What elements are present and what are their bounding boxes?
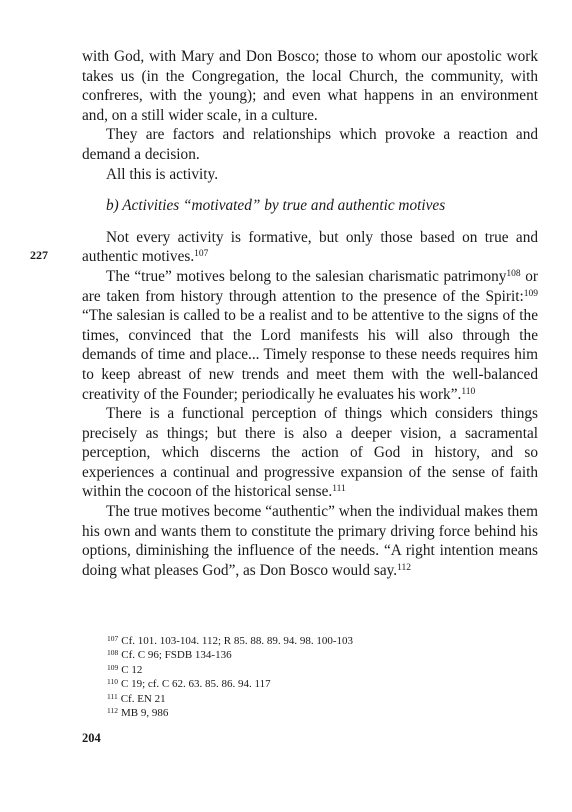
paragraph-continuation: with God, with Mary and Don Bosco; those to whom our apostolic work takes us (in the Congregation, the local Church, the community, with confreres, with the young); and even what happens in an environment and, on a still wider scale, in a culture. xyxy=(82,48,538,124)
footnote-ref: 111 xyxy=(332,484,346,495)
paragraph: They are factors and relationships which provoke a reaction and demand a decision. xyxy=(82,126,538,163)
paragraph: Not every activity is formative, but only those based on true and authentic motives.$^{107}$ xyxy=(82,228,538,266)
footnote: $^{112}$ MB 9, 986 xyxy=(107,706,169,720)
margin-paragraph-number: 227 xyxy=(30,248,48,262)
footnote-ref: 112 xyxy=(397,562,412,573)
main-text xyxy=(82,47,538,580)
footnote: $^{109}$ C 12 xyxy=(107,662,143,676)
page-number: 204 xyxy=(82,731,101,745)
footnote: $^{111}$ Cf. EN 21 xyxy=(107,691,166,705)
footnote: $^{110}$ C 19; cf. C 62. 63. 85. 86. 94. 117 xyxy=(107,677,271,691)
footnotes xyxy=(107,634,527,720)
paragraph: There is a functional perception of things which considers things precisely as things; but there is also a deeper vision, a sacramental perception, which discerns the action of God in history, and so experiences a continual and progressive expansion of the sense of faith within the cocoon of the historical sense.$^{111}$ xyxy=(82,405,538,501)
paragraph: The “true” motives belong to the salesian charismatic patrimony$^{108}$ or are taken from history through attention to the presence of the Spirit:$^{109}$ “The salesian is called to be a realist and to be attentive to the signs of the times, convinced that the Lord manifests his will also through the demands of time and place... Timely response to these needs requires him to keep abreast of new trends and meet them with the well-balanced creativity of the Founder; periodically he evaluates his work”.$^{110}$ xyxy=(82,267,538,403)
footnote-ref: 107 xyxy=(194,249,209,260)
section-heading: b) Activities “motivated” by true and authentic motives xyxy=(106,197,446,215)
footnote: $^{107}$ Cf. 101. 103-104. 112; R 85. 88. 89. 94. 98. 100-103 xyxy=(107,634,354,647)
footnote: $^{108}$ Cf. C 96; FSDB 134-136 xyxy=(107,648,232,662)
paragraph: The true motives become “authentic” when the individual makes them his own and wants them to constitute the primary driving force behind his options, diminishing the influence of the needs. “A right intention means doing what pleases God”, as Don Bosco would say.$^{112}$ xyxy=(82,503,538,579)
paragraph: All this is activity. xyxy=(106,165,219,183)
footnote-ref: 110 xyxy=(461,386,476,397)
footnote-ref: 109 xyxy=(523,288,538,299)
footnote-ref: 108 xyxy=(506,268,521,279)
